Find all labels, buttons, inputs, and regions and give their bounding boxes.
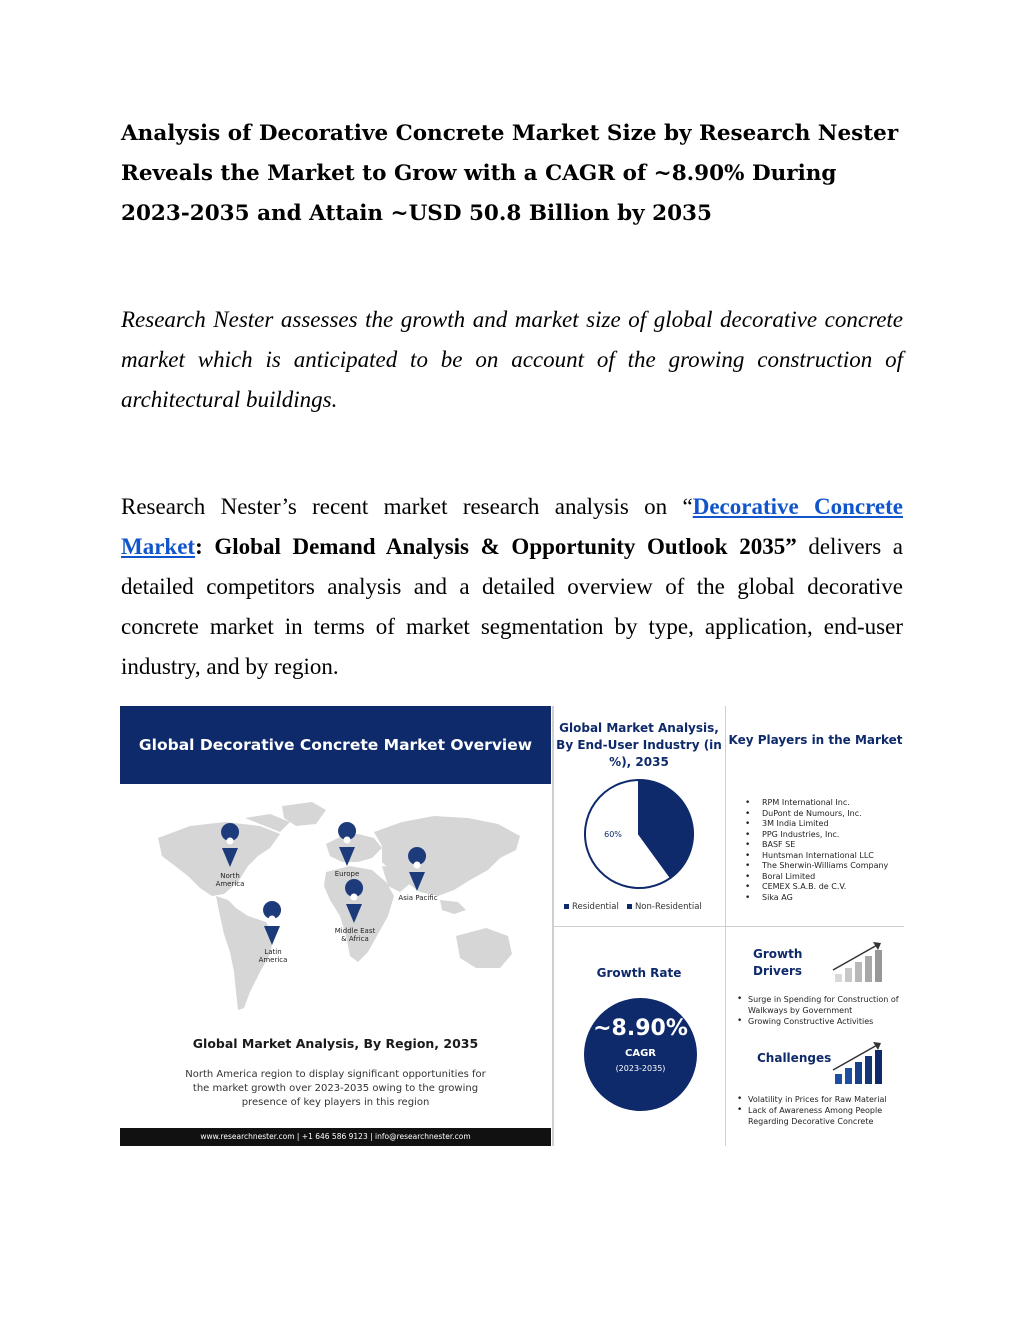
list-item: • CEMEX S.A.B. de C.V.	[745, 882, 900, 893]
cagr-badge	[584, 998, 697, 1111]
list-item: • Boral Limited	[745, 872, 900, 883]
legend-residential: Residential	[572, 902, 619, 912]
region-analysis-note: North America region to display significant opportunities for the market growth over 2023-2035 owing to the growing presence of key players in this region	[185, 1069, 486, 1108]
key-players-panel	[727, 706, 904, 926]
pie-data-label-residential: 60%	[604, 830, 622, 839]
list-item: • Volatility in Prices for Raw Material	[737, 1094, 899, 1105]
legend-non-residential: Non-Residential	[634, 902, 702, 912]
growth-drivers-title: Growth Drivers	[753, 947, 803, 978]
infographic	[120, 706, 904, 1146]
body-intro: Research Nester’s recent market research analysis on “	[121, 494, 693, 519]
cagr-label: CAGR	[625, 1048, 656, 1059]
body-paragraph	[121, 487, 903, 687]
cagr-value: ~8.90%	[593, 1016, 688, 1041]
list-item: • Huntsman International LLC	[745, 851, 900, 862]
challenges-chart-icon	[831, 1042, 891, 1086]
challenges-title: Challenges	[757, 1051, 832, 1065]
infographic-footer: www.researchnester.com | +1 646 586 9123 | info@researchnester.com	[120, 1128, 551, 1146]
key-players-list	[745, 798, 900, 903]
body-bold-part: : Global Demand Analysis & Opportunity Outlook 2035”	[195, 534, 797, 559]
growth-chart-icon	[831, 940, 891, 984]
growth-rate-title: Growth Rate	[596, 966, 682, 980]
label-north-america: North America	[215, 872, 245, 888]
legend-swatch	[564, 904, 569, 909]
drivers-challenges-panel	[727, 928, 904, 1146]
pie-panel	[554, 706, 724, 926]
challenges-list	[737, 1094, 899, 1127]
label-latin-america: Latin America	[258, 948, 288, 964]
list-item: • RPM International Inc.	[745, 798, 900, 809]
label-middle-east-africa: Middle East & Africa	[334, 927, 376, 943]
divider	[554, 926, 904, 927]
body-rest: delivers a detailed competitors analysis and a detailed overview of the global decorative concrete market in terms of market segmentation by type, application, end-user industry, and by region.	[121, 534, 903, 679]
label-asia-pacific: Asia Pacific	[398, 894, 438, 902]
pie-legend	[564, 902, 724, 912]
list-item: • PPG Industries, Inc.	[745, 830, 900, 841]
list-item: • Growing Constructive Activities	[737, 1016, 899, 1027]
region-analysis-title: Global Market Analysis, By Region, 2035	[192, 1036, 479, 1051]
list-item: • The Sherwin-Williams Company	[745, 861, 900, 872]
list-item: • Sika AG	[745, 893, 900, 904]
legend-swatch	[627, 904, 632, 909]
decorative-concrete-market-link[interactable]: Decorative Concrete Market	[121, 494, 903, 559]
list-item: • Surge in Spending for Construction of Walkways by Government	[737, 994, 899, 1016]
growth-rate-panel	[554, 928, 724, 1146]
list-item: • Lack of Awareness Among People Regarding Decorative Concrete	[737, 1105, 899, 1127]
list-item: • DuPont de Numours, Inc.	[745, 809, 900, 820]
world-map	[120, 796, 551, 1026]
lead-paragraph: Research Nester assesses the growth and market size of global decorative concrete market which is anticipated to be on account of the growing construction of architectural buildings.	[121, 307, 903, 412]
growth-drivers-list	[737, 994, 899, 1027]
cagr-period: (2023-2035)	[615, 1064, 666, 1073]
overview-panel	[120, 706, 551, 1146]
pie-chart-title: Global Market Analysis, By End-User Industry (in %), 2035	[556, 721, 722, 769]
overview-header: Global Decorative Concrete Market Overview	[120, 706, 551, 784]
document-title: Analysis of Decorative Concrete Market Size by Research Nester Reveals the Market to Grow with a CAGR of ~8.90% During 2023-2035 and Attain ~USD 50.8 Billion by 2035	[121, 121, 899, 226]
pie-chart	[554, 766, 724, 906]
list-item: • 3M India Limited	[745, 819, 900, 830]
key-players-title: Key Players in the Market	[728, 733, 903, 747]
label-europe: Europe	[334, 870, 360, 878]
list-item: • BASF SE	[745, 840, 900, 851]
